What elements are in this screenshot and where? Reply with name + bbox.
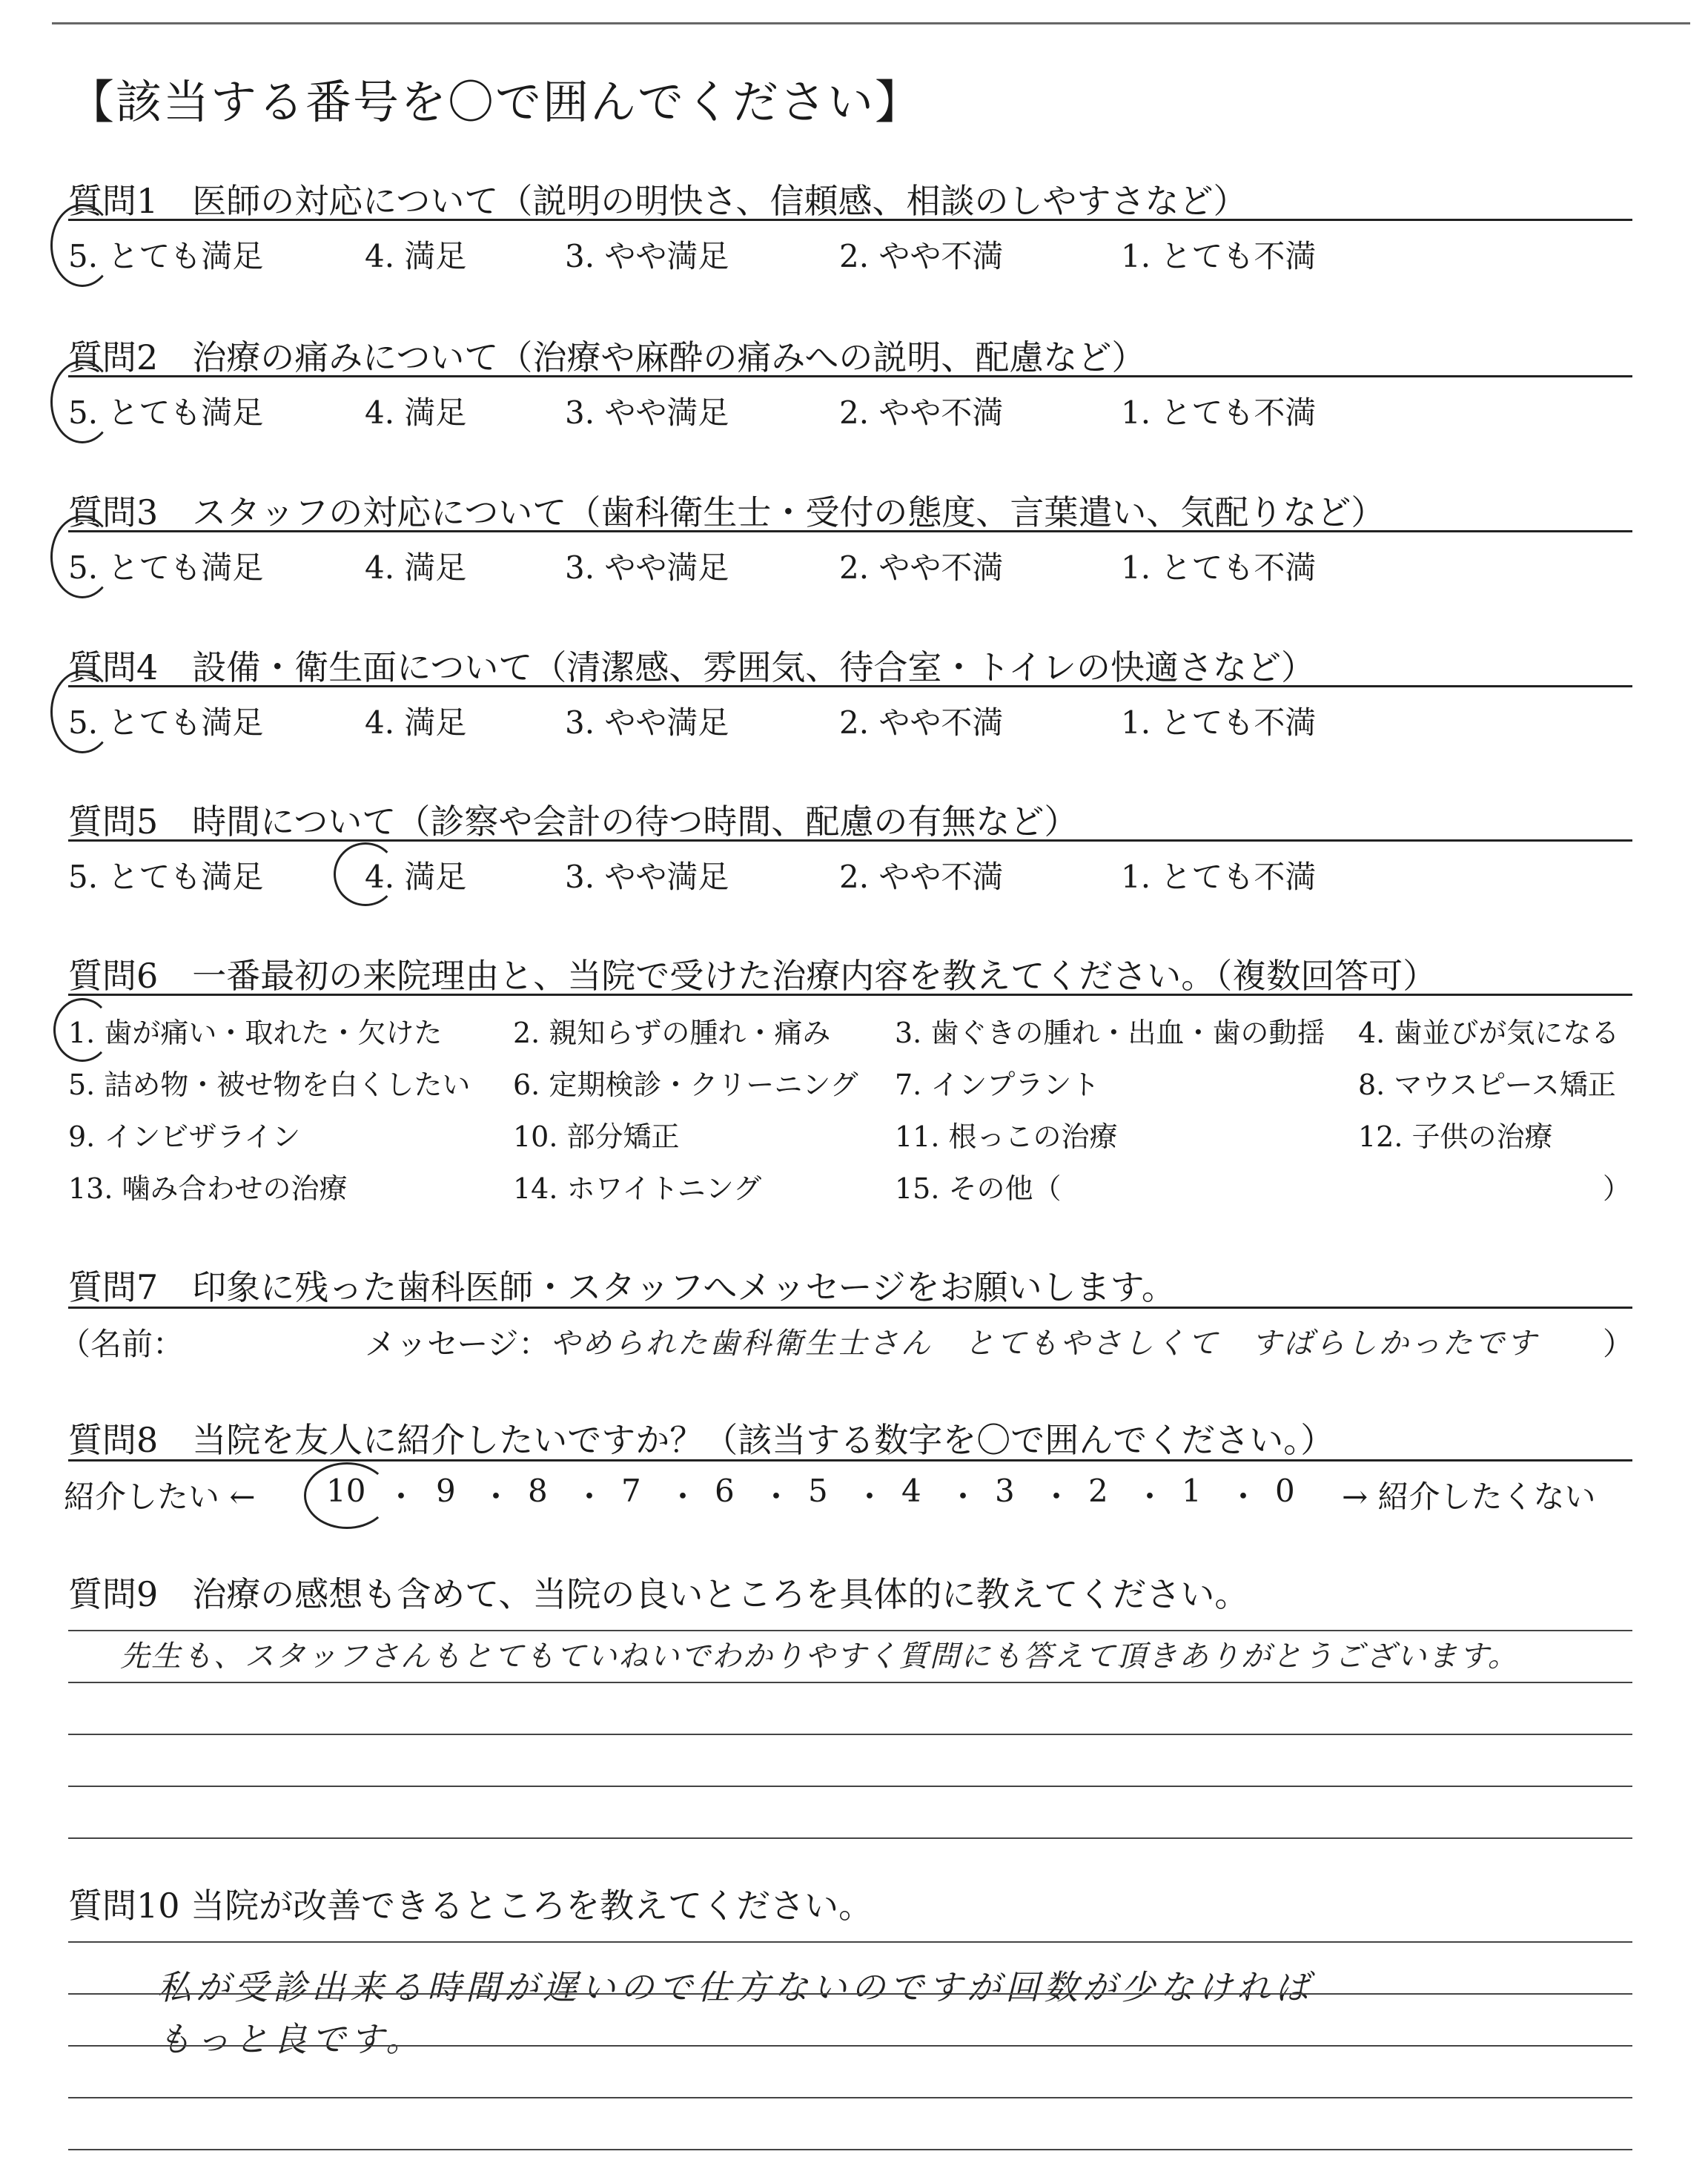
q8-scale-dot: ・: [1134, 1479, 1166, 1515]
question-1-heading: 質問1 医師の対応について（説明の明快さ、信頼感、相談のしやすさなど）: [68, 181, 1248, 221]
q7-message-label: メッセージ：: [365, 1326, 550, 1362]
q9-line-5: [68, 1837, 1632, 1839]
q2-option-4[interactable]: 4. 満足: [365, 394, 467, 431]
q6-item-11[interactable]: 11. 根っこの治療: [895, 1120, 1118, 1153]
q2-option-2[interactable]: 2. やや不満: [839, 394, 1004, 431]
q10-line-4: [68, 2097, 1632, 2098]
q5-option-4[interactable]: 4. 満足: [365, 859, 467, 895]
q3-option-4[interactable]: 4. 満足: [365, 549, 467, 586]
q8-scale-2[interactable]: 2: [1088, 1473, 1108, 1509]
q10-line-2: [68, 1993, 1632, 1995]
q10-line-5: [68, 2149, 1632, 2150]
q8-scale-8[interactable]: 8: [528, 1473, 548, 1509]
question-8-heading: 質問8 当院を友人に紹介したいですか？（該当する数字を〇で囲んでください。）: [68, 1420, 1335, 1460]
q3-option-3[interactable]: 3. やや満足: [565, 549, 729, 586]
q8-scale-6[interactable]: 6: [715, 1473, 735, 1509]
q6-item-14[interactable]: 14. ホワイトニング: [513, 1172, 762, 1205]
q6-item-7[interactable]: 7. インプラント: [895, 1069, 1100, 1101]
question-8-rule: [68, 1459, 1632, 1462]
q1-option-5[interactable]: 5. とても満足: [68, 238, 264, 274]
q8-scale-dot: ・: [761, 1479, 792, 1515]
q8-scale-0[interactable]: 0: [1275, 1473, 1295, 1509]
q8-scale-dot: ・: [574, 1479, 606, 1515]
q4-option-3[interactable]: 3. やや満足: [565, 704, 729, 741]
question-2-heading: 質問2 治療の痛みについて（治療や麻酔の痛みへの説明、配慮など）: [68, 337, 1146, 377]
q10-line-1: [68, 1941, 1632, 1943]
q6-item-12[interactable]: 12. 子供の治療: [1358, 1120, 1553, 1153]
question-7-rule: [68, 1307, 1632, 1309]
q6-item-4[interactable]: 4. 歯並びが気になる: [1358, 1017, 1620, 1049]
q8-scale-7[interactable]: 7: [621, 1473, 641, 1509]
q8-scale-3[interactable]: 3: [995, 1473, 1015, 1509]
q10-line-3: [68, 2045, 1632, 2047]
q9-line-3: [68, 1734, 1632, 1735]
q5-option-2[interactable]: 2. やや不満: [839, 859, 1004, 895]
q3-option-1[interactable]: 1. とても不満: [1121, 549, 1317, 586]
q1-option-1[interactable]: 1. とても不満: [1121, 238, 1317, 274]
q2-option-1[interactable]: 1. とても不満: [1121, 394, 1317, 431]
q8-scale-9[interactable]: 9: [436, 1473, 456, 1509]
q4-option-5[interactable]: 5. とても満足: [68, 704, 264, 741]
q4-option-2[interactable]: 2. やや不満: [839, 704, 1004, 741]
q7-close-paren: ）: [1603, 1326, 1635, 1362]
q6-item-9[interactable]: 9. インビザライン: [68, 1120, 301, 1153]
q3-option-5[interactable]: 5. とても満足: [68, 549, 264, 586]
q8-scale-dot: ・: [947, 1479, 979, 1515]
q6-item-3[interactable]: 3. 歯ぐきの腫れ・出血・歯の動揺: [895, 1017, 1325, 1049]
q5-option-3[interactable]: 3. やや満足: [565, 859, 729, 895]
q9-line-1: [68, 1630, 1632, 1631]
q3-selection-circle: [50, 515, 114, 598]
q6-item-2[interactable]: 2. 親知らずの腫れ・痛み: [513, 1017, 831, 1049]
q8-scale-dot: ・: [480, 1479, 512, 1515]
q10-answer-line1: 私が受診出来る時間が遅いので仕方ないのですが回数が少なければ: [157, 1967, 1314, 2007]
q1-option-4[interactable]: 4. 満足: [365, 238, 467, 274]
q1-selection-circle: [50, 204, 114, 287]
q3-option-2[interactable]: 2. やや不満: [839, 549, 1004, 586]
question-9-heading: 質問9 治療の感想も含めて、当院の良いところを具体的に教えてください。: [68, 1574, 1249, 1614]
q8-scale-dot: ・: [1228, 1479, 1260, 1515]
q2-option-5[interactable]: 5. とても満足: [68, 394, 264, 431]
q7-message-handwritten: やめられた歯科衛生士さん とてもやさしくて すばらしかったです: [550, 1327, 1538, 1361]
q6-item-6[interactable]: 6. 定期検診・クリーニング: [513, 1069, 858, 1101]
q8-right-label: → 紹介したくない: [1342, 1479, 1596, 1515]
q5-selection-circle: [334, 842, 397, 906]
question-7-heading: 質問7 印象に残った歯科医師・スタッフへメッセージをお願いします。: [68, 1267, 1176, 1307]
question-10-heading: 質問10 当院が改善できるところを教えてください。: [68, 1886, 873, 1926]
q8-scale-1[interactable]: 1: [1182, 1473, 1202, 1509]
q6-item-15-close: ）: [1603, 1172, 1632, 1205]
q2-option-3[interactable]: 3. やや満足: [565, 394, 729, 431]
question-1-rule: [68, 219, 1632, 221]
q5-option-5[interactable]: 5. とても満足: [68, 859, 264, 895]
q8-scale-5[interactable]: 5: [808, 1473, 828, 1509]
q10-answer-line2: もっと良です。: [157, 2019, 425, 2059]
q6-item-1[interactable]: 1. 歯が痛い・取れた・欠けた: [68, 1017, 443, 1049]
question-3-heading: 質問3 スタッフの対応について（歯科衛生士・受付の態度、言葉遣い、気配りなど）: [68, 492, 1386, 532]
q8-selection-circle: [304, 1462, 390, 1529]
question-2-rule: [68, 375, 1632, 377]
q9-answer-handwritten: 先生も、スタッフさんもとてもていねいでわかりやすく質問にも答えて頂きありがとうございます。: [120, 1639, 1519, 1674]
question-4-rule: [68, 685, 1632, 687]
page-title: 【該当する番号を〇で囲んでください】: [68, 75, 923, 129]
question-6-heading: 質問6 一番最初の来院理由と、当院で受けた治療内容を教えてください。（複数回答可）: [68, 956, 1437, 996]
question-6-rule: [68, 994, 1632, 996]
q6-item-15[interactable]: 15. その他（: [895, 1172, 1062, 1205]
q8-scale-dot: ・: [667, 1479, 699, 1515]
q1-option-3[interactable]: 3. やや満足: [565, 238, 729, 274]
q6-item-8[interactable]: 8. マウスピース矯正: [1358, 1069, 1616, 1101]
q6-item-5[interactable]: 5. 詰め物・被せ物を白くしたい: [68, 1069, 471, 1101]
q7-name-label: （名前：: [59, 1326, 185, 1362]
q9-line-4: [68, 1786, 1632, 1787]
q4-selection-circle: [50, 670, 114, 753]
q9-line-2: [68, 1682, 1632, 1683]
q5-option-1[interactable]: 1. とても不満: [1121, 859, 1317, 895]
question-5-rule: [68, 839, 1632, 842]
q8-scale-dot: ・: [854, 1479, 886, 1515]
q6-item-10[interactable]: 10. 部分矯正: [513, 1120, 680, 1153]
q4-option-4[interactable]: 4. 満足: [365, 704, 467, 741]
q8-left-label: 紹介したい ←: [64, 1479, 256, 1515]
top-border: [52, 22, 1690, 24]
q8-scale-dot: ・: [1041, 1479, 1073, 1515]
q8-scale-10[interactable]: 10: [326, 1473, 366, 1509]
q6-selection-circle: [53, 998, 111, 1062]
question-3-rule: [68, 530, 1632, 532]
q8-scale-4[interactable]: 4: [901, 1473, 921, 1509]
q8-scale-dot: ・: [385, 1479, 417, 1515]
q6-item-13[interactable]: 13. 噛み合わせの治療: [68, 1172, 348, 1205]
q2-selection-circle: [50, 360, 114, 443]
question-4-heading: 質問4 設備・衛生面について（清潔感、雰囲気、待合室・トイレの快適さなど）: [68, 647, 1316, 687]
q4-option-1[interactable]: 1. とても不満: [1121, 704, 1317, 741]
q1-option-2[interactable]: 2. やや不満: [839, 238, 1004, 274]
question-5-heading: 質問5 時間について（診察や会計の待つ時間、配慮の有無など）: [68, 802, 1079, 842]
